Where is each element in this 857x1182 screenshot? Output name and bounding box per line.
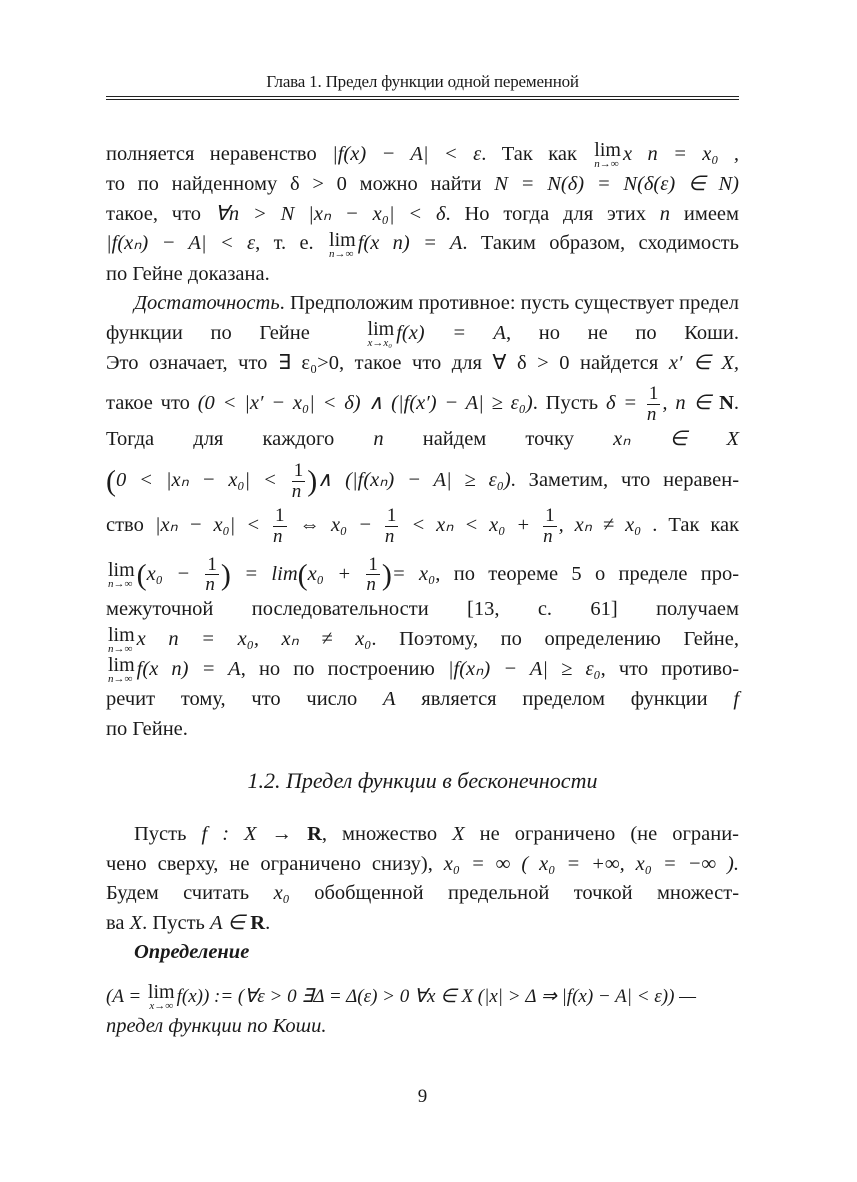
definition-caption: предел функции по Коши.: [106, 1015, 327, 1038]
para1-line5: по Гейне доказана.: [106, 262, 270, 285]
running-header: Глава 1. Предел функции одной переменной: [266, 72, 579, 91]
definition-formula: (A = lim x→∞ f(x)) := (∀ε > 0 ∃Δ = Δ(ε) > 0 ∀x ∈ X (|x| > Δ ⇒ |f(x) − A| < ε)) —: [106, 981, 697, 1013]
para1-line4: |f(xₙ) − A| < ε, т. е. lim n→∞ f(x n) = A. Таким образом, сходимость: [106, 228, 739, 260]
header-rule-bottom: [106, 99, 739, 100]
section-heading: 1.2. Предел функции в бесконечности: [247, 768, 598, 793]
para1-line2: то по найденному δ > 0 можно найти N = N(δ) = N(δ(ε) ∈ N): [106, 173, 739, 196]
para3-line4: ва X. Пусть A ∈ R.: [106, 911, 271, 934]
para2-line10: lim n→∞ f(x n) = A, но по построению |f(xₙ) − A| ≥ ε₀, что противо-: [108, 654, 740, 686]
math-inline: N = N(δ) = N(δ(ε) ∈ N): [494, 173, 739, 196]
main-text: [106, 140, 739, 744]
para2-line3: такое что (0 < |x′ − x₀| < δ) ∧ (|f(x′) − A| ≥ ε₀). Пусть δ = $\frac{1}{n}$ , n ∈ N.: [106, 383, 740, 426]
para2-line11: речит тому, что число A является пределом функции f: [106, 688, 740, 711]
para2-line4: Тогда для каждого n найдем точку xₙ ∈ X: [106, 428, 740, 451]
para2-line7: lim n→∞ (x₀ − $\frac{1}{n}$ ) = lim(x₀ + $\frac{1}{n}$ )= x₀, по теореме 5 о пределе про-: [108, 553, 740, 596]
para1-line1: полняется неравенство |f(x) − A| < ε. Так как lim n→∞ x n = x₀ ,: [106, 139, 740, 171]
para2-line12: по Гейне.: [106, 717, 188, 740]
para2-line6: ство |xₙ − x₀| < $\frac{1}{n}$ ⇔ x₀ − $\frac{1}{n}$ < xₙ < x₀ + $\frac{1}{n}$ , xₙ ≠ x₀ . Так как: [106, 504, 740, 547]
para2-line1: Достаточность. Предположим противное: пусть существует предел функции по Гейне lim x→x₀ f(x) = A, но не по Коши.: [106, 292, 740, 349]
para2-line2: Это означает, что ∃ ε₀>0, такое что для ∀ δ > 0 найдется x′ ∈ X,: [106, 351, 740, 374]
para2-line8: межуточной последовательности [13, с. 61] получаем: [106, 598, 739, 621]
section-text: [106, 820, 739, 1042]
para2-line5: (0 < |xₙ − x₀| < $\frac{1}{n}$ )∧ (|f(xₙ) − A| ≥ ε₀). Заметим, что неравен-: [106, 459, 740, 502]
para3-line2: чено сверху, не ограничено снизу), x₀ = ∞ ( x₀ = +∞, x₀ = −∞ ).: [106, 852, 739, 875]
para1-line3: такое, что ∀n > N |xₙ − x₀| < δ. Но тогда для этих n имеем: [106, 202, 740, 225]
math-inline: |f(x) − A| < ε: [332, 143, 482, 165]
para2-line9: lim n→∞ x n = x₀, xₙ ≠ x₀. Поэтому, по определению Гейне,: [108, 624, 739, 656]
para3-line1: Пусть f : X → R, множество X не ограничено (не ограни-: [134, 823, 739, 845]
para3-line3: Будем считать x₀ обобщенной предельной точкой множест-: [106, 882, 740, 904]
definition-heading: Определение: [134, 941, 250, 963]
header-rule-top: [106, 96, 739, 97]
page-number: 9: [417, 1086, 428, 1107]
